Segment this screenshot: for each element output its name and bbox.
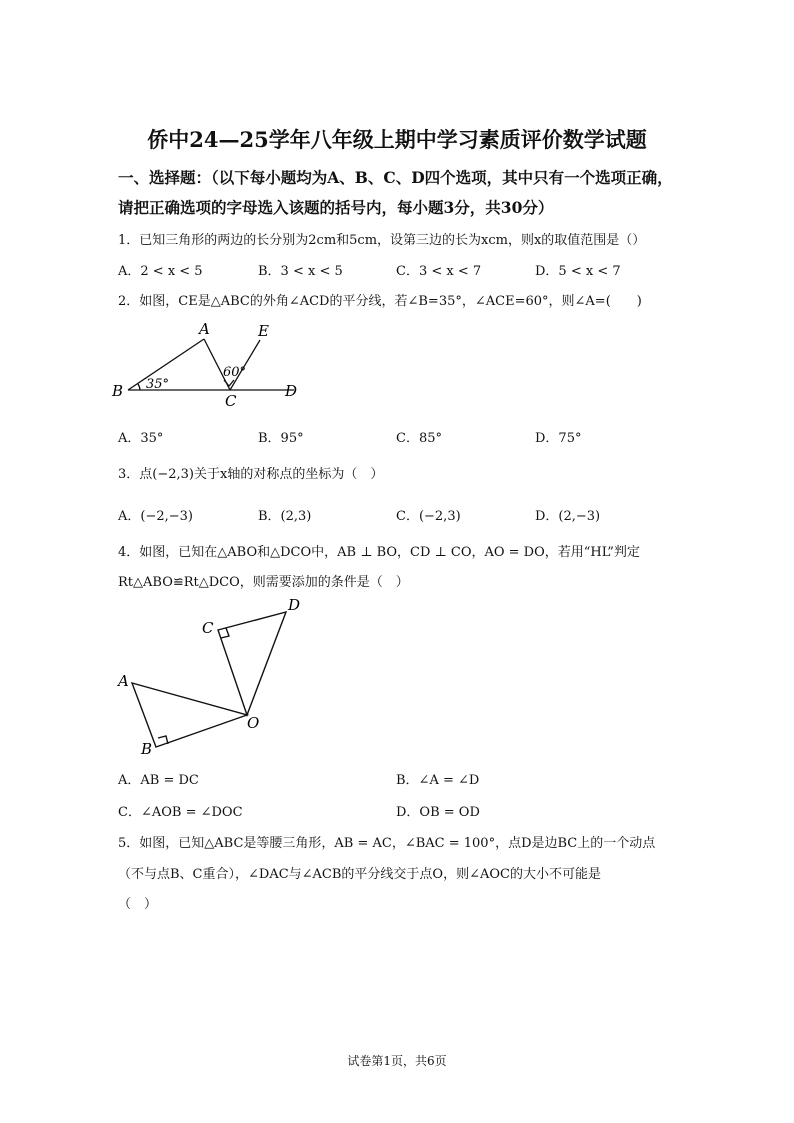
label-a: A: [118, 672, 129, 690]
q3-option-c: C．(−2,3): [396, 509, 461, 524]
q3-option-a: A．(−2,−3): [118, 509, 193, 524]
q2-option-c: C．85°: [396, 431, 442, 446]
label-e: E: [258, 322, 269, 340]
q4-triangles-figure: [110, 592, 320, 762]
triangle-dco: [218, 612, 286, 715]
label-a: A: [199, 320, 210, 338]
question-5-text-line3: （ ）: [118, 897, 158, 912]
question-4-text-line2: Rt△ABO≌Rt△DCO，则需要添加的条件是（ ）: [118, 575, 409, 590]
label-c: C: [225, 392, 237, 410]
section-heading-line2: 请把正确选项的字母选入该题的括号内，每小题3分，共30分）: [118, 198, 554, 217]
q4-option-c: C．∠AOB = ∠DOC: [118, 805, 243, 820]
question-2-text: 2．如图，CE是△ABC的外角∠ACD的平分线，若∠B=35°，∠ACE=60°，则∠A=( ): [118, 294, 642, 309]
page-footer: 试卷第1页，共6页: [347, 1054, 447, 1068]
page-title: 侨中24—25学年八年级上期中学习素质评价数学试题: [147, 127, 647, 152]
angle-b-arc: [138, 384, 140, 390]
triangle-abo: [132, 683, 247, 747]
label-d: D: [285, 382, 298, 400]
angle-b-value: 35°: [146, 377, 170, 392]
q1-option-d: D．5 < x < 7: [535, 264, 621, 279]
question-3-text: 3．点(−2,3)关于x轴的对称点的坐标为（ ）: [118, 467, 384, 482]
label-c: C: [202, 619, 214, 637]
q3-option-d: D．(2,−3): [535, 509, 601, 524]
q4-option-d: D．OB = OD: [396, 805, 480, 820]
q4-option-a: A．AB = DC: [118, 773, 199, 788]
label-b: B: [141, 740, 153, 758]
label-b: B: [112, 382, 124, 400]
label-o: O: [247, 714, 260, 732]
q2-option-b: B．95°: [258, 431, 304, 446]
q2-option-a: A．35°: [118, 431, 164, 446]
section-heading-line1: 一、选择题：（以下每小题均为A、B、C、D四个选项，其中只有一个选项正确，: [118, 168, 673, 187]
q1-option-c: C．3 < x < 7: [396, 264, 482, 279]
q1-option-a: A．2 < x < 5: [118, 264, 203, 279]
label-d: D: [288, 596, 301, 614]
q1-option-b: B．3 < x < 5: [258, 264, 343, 279]
question-1-text: 1．已知三角形的两边的长分别为2cm和5cm，设第三边的长为xcm，则x的取值范围是（）: [118, 233, 646, 248]
q2-option-d: D．75°: [535, 431, 582, 446]
q3-option-b: B．(2,3): [258, 509, 312, 524]
q2-triangle-figure: [110, 318, 320, 410]
question-5-text-line2: （不与点B、C重合），∠DAC与∠ACB的平分线交于点O，则∠AOC的大小不可能是: [118, 867, 601, 882]
angle-c-value: 60°: [223, 365, 247, 380]
q4-option-b: B．∠A = ∠D: [396, 773, 480, 788]
question-5-text-line1: 5．如图，已知△ABC是等腰三角形，AB = AC，∠BAC = 100°，点D是边BC上的一个动点: [118, 836, 656, 851]
question-4-text-line1: 4．如图，已知在△ABO和△DCO中，AB ⊥ BO，CD ⊥ CO，AO = DO，若用“HL”判定: [118, 545, 640, 560]
